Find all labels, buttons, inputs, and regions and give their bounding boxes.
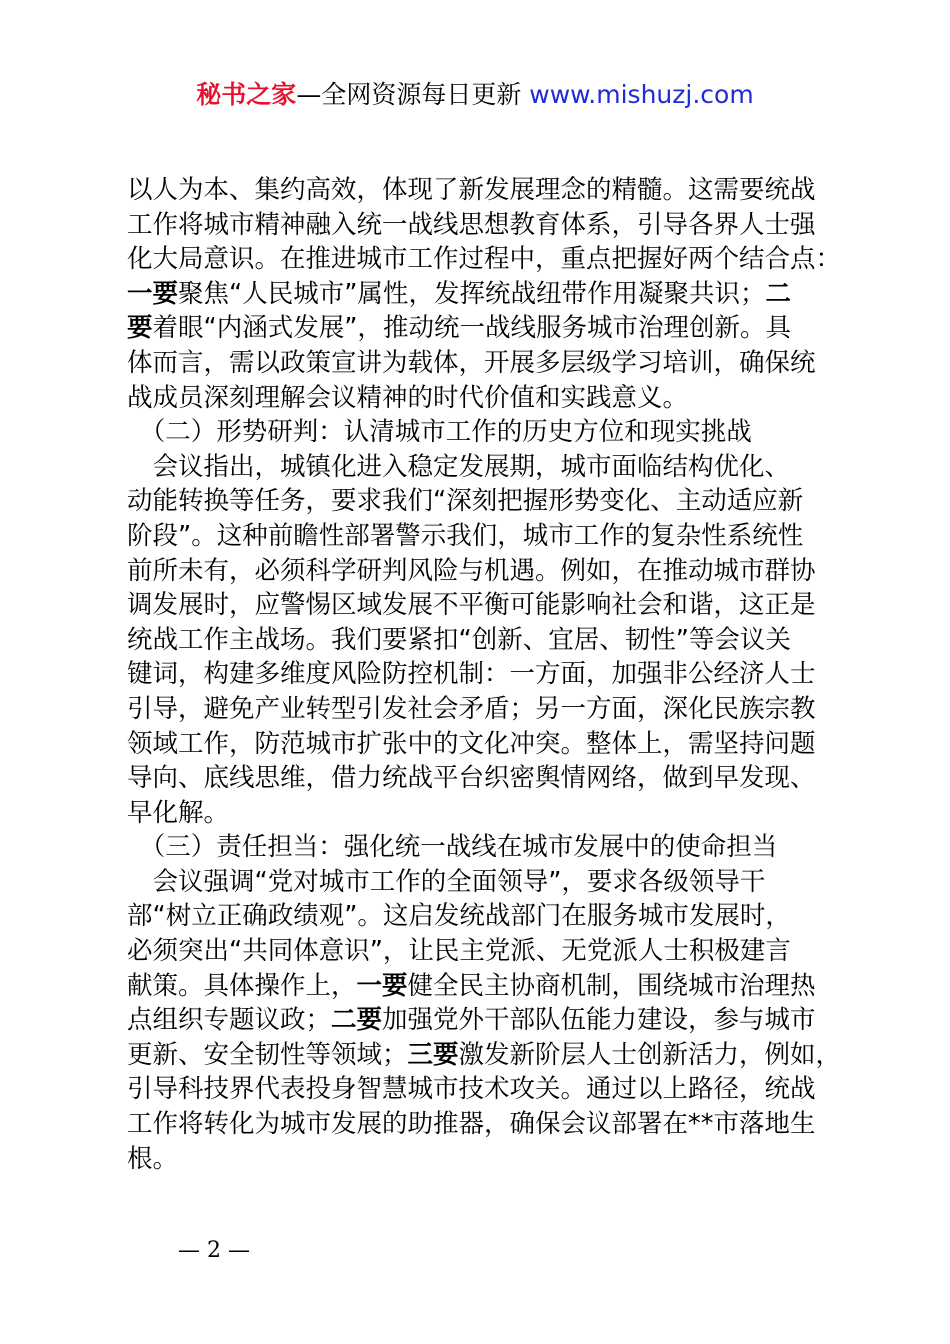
text-line [127, 554, 847, 589]
body-text-run: 阶段”。这种前瞻性部署警示我们，城市工作的复杂性系统性 [127, 520, 804, 551]
emphasis-text: 一要 [127, 278, 179, 309]
text-line [127, 1142, 847, 1177]
body-text-run: 调发展时，应警惕区域发展不平衡可能影响社会和谐，这正是 [127, 590, 816, 621]
body-text-run: 献策。具体操作上， [127, 970, 357, 1001]
text-line [127, 1072, 847, 1107]
body-text-run: 键词，构建多维度风险防控机制：一方面，加强非公经济人士 [127, 659, 816, 690]
text-line [127, 277, 847, 312]
body-text-run: 工作将城市精神融入统一战线思想教育体系，引导各界人士强 [127, 209, 816, 240]
text-line [127, 761, 847, 796]
body-text-run: 导向、底线思维，借力统战平台织密舆情网络，做到早发现、 [127, 763, 816, 794]
document-body [127, 173, 847, 1176]
body-text-run: （二）形势研判：认清城市工作的历史方位和现实挑战 [127, 417, 752, 448]
body-text-run: 领域工作，防范城市扩张中的文化冲突。整体上，需坚持问题 [127, 728, 816, 759]
body-text-run: 聚焦“人民城市”属性，发挥统战纽带作用凝聚共识； [178, 278, 766, 309]
emphasis-text: 要 [127, 313, 153, 344]
text-line [127, 1038, 847, 1073]
site-url-link[interactable]: www.mishuzj.com [529, 80, 754, 109]
emphasis-text: 一要 [356, 970, 408, 1001]
text-line [127, 173, 847, 208]
body-text-run: 统战工作主战场。我们要紧扣“创新、宜居、韧性”等会议关 [127, 624, 791, 655]
text-line [127, 727, 847, 762]
text-line [127, 311, 847, 346]
body-text-run: 早化解。 [127, 797, 230, 828]
text-line [127, 415, 847, 450]
body-text-run: 化大局意识。在推进城市工作过程中，重点把握好两个结合点： [127, 244, 842, 275]
text-line [127, 484, 847, 519]
text-line [127, 381, 847, 416]
text-line [127, 208, 847, 243]
body-text-run: 会议指出，城镇化进入稳定发展期，城市面临结构优化、 [127, 451, 791, 482]
body-text-run: 点组织专题议政； [127, 1005, 332, 1036]
body-text-run: 必须突出“共同体意识”，让民主党派、无党派人士积极建言 [127, 936, 791, 967]
body-text-run: 健全民主协商机制，围绕城市治理热 [407, 970, 816, 1001]
text-line [127, 657, 847, 692]
header-tagline: —全网资源每日更新 [296, 80, 530, 109]
body-text-run: （三）责任担当：强化统一战线在城市发展中的使命担当 [127, 832, 778, 863]
emphasis-text: 三要 [407, 1039, 459, 1070]
text-line [127, 692, 847, 727]
body-text-run: 战成员深刻理解会议精神的时代价值和实践意义。 [127, 382, 689, 413]
body-text-run: 前所未有，必须科学研判风险与机遇。例如，在推动城市群协 [127, 555, 816, 586]
body-text-run: 根。 [127, 1143, 179, 1174]
text-line [127, 934, 847, 969]
body-text-run: 引导科技界代表投身智慧城市技术攻关。通过以上路径，统战 [127, 1074, 816, 1105]
text-line [127, 1003, 847, 1038]
body-text-run: 激发新阶层人士创新活力，例如， [458, 1039, 842, 1070]
text-line [127, 623, 847, 658]
text-line [127, 242, 847, 277]
body-text-run: 着眼“内涵式发展”，推动统一战线服务城市治理创新。具 [152, 313, 791, 344]
text-line [127, 346, 847, 381]
text-line [127, 519, 847, 554]
text-line [127, 450, 847, 485]
page-number: — 2 — [178, 1238, 250, 1263]
body-text-run: 加强党外干部队伍能力建设，参与城市 [382, 1005, 816, 1036]
text-line [127, 830, 847, 865]
text-line [127, 865, 847, 900]
body-text-run: 以人为本、集约高效，体现了新发展理念的精髓。这需要统战 [127, 175, 816, 205]
text-line [127, 899, 847, 934]
brand-name: 秘书之家 [196, 80, 297, 109]
body-text-run: 动能转换等任务，要求我们“深刻把握形势变化、主动适应新 [127, 486, 804, 517]
body-text-run: 更新、安全韧性等领域； [127, 1039, 408, 1070]
body-text-run: 部“树立正确政绩观”。这启发统战部门在服务城市发展时， [127, 901, 791, 932]
body-text-run: 工作将转化为城市发展的助推器，确保会议部署在**市落地生 [127, 1109, 816, 1140]
body-text-run: 引导，避免产业转型引发社会矛盾；另一方面，深化民族宗教 [127, 693, 816, 724]
text-line [127, 1107, 847, 1142]
text-line [127, 588, 847, 623]
emphasis-text: 二 [765, 278, 791, 309]
body-text-run: 会议强调“党对城市工作的全面领导”，要求各级领导干 [127, 866, 766, 897]
emphasis-text: 二要 [331, 1005, 383, 1036]
text-line [127, 796, 847, 831]
text-line [127, 969, 847, 1004]
body-text-run: 体而言，需以政策宣讲为载体，开展多层级学习培训，确保统 [127, 347, 816, 378]
site-header [0, 78, 950, 112]
